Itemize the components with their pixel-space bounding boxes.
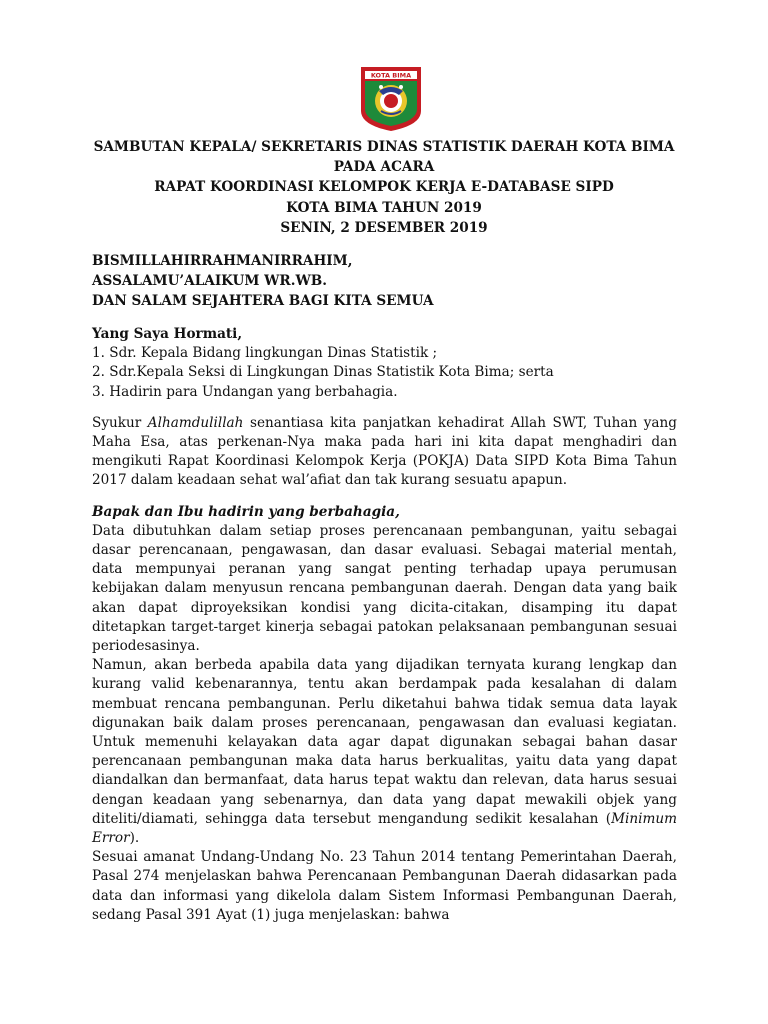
emphasis: Alhamdulillah: [147, 414, 244, 431]
title-line: SAMBUTAN KEPALA/ SEKRETARIS DINAS STATISTIK DAERAH KOTA BIMA: [93, 139, 675, 155]
address-heading: Yang Saya Hormati,: [92, 326, 243, 342]
title-line: RAPAT KOORDINASI KELOMPOK KERJA E-DATABASE SIPD: [154, 179, 614, 196]
list-item: 2. Sdr.Kepala Seksi di Lingkungan Dinas Statistik Kota Bima; serta: [92, 364, 554, 381]
document-title: [60, 137, 708, 238]
title-line: KOTA BIMA TAHUN 2019: [286, 199, 482, 216]
greeting-line: DAN SALAM SEJAHTERA BAGI KITA SEMUA: [92, 293, 434, 309]
paragraph-regulation: Sesuai amanat Undang-Undang No. 23 Tahun 2014 tentang Pemerintahan Daerah, Pasal 274 menjelaskan bahwa Perencanaan Pembangunan Daerah didasarkan pada data dan informasi yang dikelola dalam Sistem Informasi Pembangunan Daerah, sedang Pasal 391 Ayat (1) juga menjelaskan: bahwa: [92, 849, 677, 923]
emphasis: Minimum Error: [92, 810, 677, 847]
paragraph-opening: Syukur Alhamdulillah senantiasa kita panjatkan kehadirat Allah SWT, Tuhan yang Maha Esa, atas perkenan-Nya maka pada hari ini kita dapat menghadiri dan mengikuti Rapat Koordinasi Kelompok Kerja (POKJA) Data SIPD Kota Bima Tahun 2017 dalam keadaan sehat wal’afiat dan tak kurang sesuatu apapun.: [92, 414, 677, 489]
paragraph-data-quality: Namun, akan berbeda apabila data yang dijadikan ternyata kurang lengkap dan kurang valid kebenarannya, tentu akan berdampak pada kesalahan di dalam membuat rencana pembangunan. Perlu diketahui bahwa tidak semua data layak digunakan baik dalam proses perencanaan, pengawasan dan evaluasi kegiatan. Untuk memenuhi kelayakan data agar dapat digunakan sebagai bahan dasar perencanaan pembangunan maka data harus berkualitas, yaitu data yang dapat diandalkan dan bermanfaat, data harus tepat waktu dan relevan, data harus sesuai dengan keadaan yang sebenarnya, dan data yang dapat mewakili objek yang diteliti/diamati, sehingga data tersebut mengandung sedikit kesalahan (Minimum Error).: [92, 657, 677, 847]
greeting-line: ASSALAMU’ALAIKUM WR.WB.: [92, 273, 327, 289]
greeting: [92, 251, 677, 311]
section-heading: Bapak dan Ibu hadirin yang berbahagia,: [92, 503, 400, 520]
kota-bima-logo: [359, 65, 423, 133]
list-item: 3. Hadirin para Undangan yang berbahagia.: [92, 383, 398, 400]
title-line: SENIN, 2 DESEMBER 2019: [280, 219, 488, 236]
greeting-line: BISMILLAHIRRAHMANIRRAHIM,: [92, 253, 353, 269]
address-list: [92, 344, 677, 402]
list-item: 1. Sdr. Kepala Bidang lingkungan Dinas Statistik ;: [92, 345, 438, 362]
logo-text: KOTA BIMA: [370, 71, 412, 80]
paragraph-data-role: Data dibutuhkan dalam setiap proses perencanaan pembangunan, yaitu sebagai dasar perencanaan, pengawasan, dan dasar evaluasi. Sebagai material mentah, data mempunyai peranan yang sangat penting terhadap upaya perumusan kebijakan dalam menyusun rencana pembangunan daerah. Dengan data yang baik akan dapat diproyeksikan kondisi yang dicita-citakan, disamping itu dapat ditetapkan target-target kinerja sebagai patokan pelaksanaan pembangunan sesuai periodesasinya.: [92, 522, 677, 655]
document-body: [92, 251, 677, 925]
title-line: PADA ACARA: [333, 159, 435, 176]
